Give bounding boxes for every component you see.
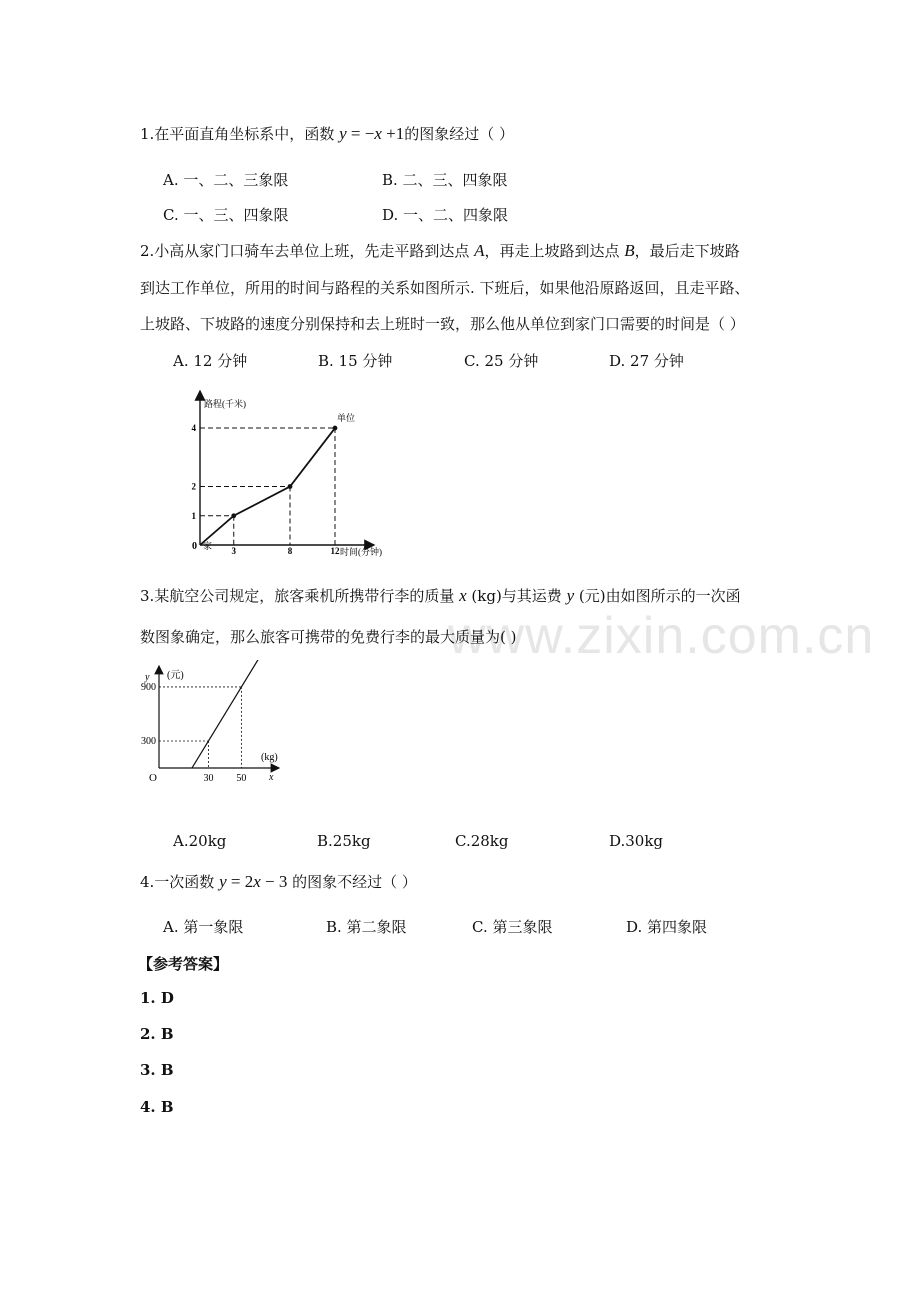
- q1-eq-eq: = −: [346, 124, 375, 143]
- c2-series: [192, 660, 258, 768]
- c1-data-point: [231, 513, 236, 518]
- c2-ticks: [141, 682, 246, 784]
- c2-x-unit-label: (kg): [261, 752, 278, 763]
- c1-end-label: 单位: [337, 413, 356, 424]
- q3-line1-c: (元)由如图所示的一次函: [574, 587, 741, 605]
- q4-option-a: A. 第一象限: [163, 918, 244, 936]
- c2-guides: [159, 687, 241, 768]
- c1-origin-label: 0: [192, 541, 197, 552]
- q2-point-a: A: [474, 241, 485, 260]
- q2-option-c: C. 25 分钟: [464, 352, 539, 370]
- q2-line-3: 上坡路、下坡路的速度分别保持和去上班时一致，那么他从单位到家门口需要的时间是（ ）: [140, 315, 745, 333]
- c2-x-axis-label: x: [269, 772, 274, 783]
- c2-y-unit-label: (元): [167, 670, 184, 681]
- q3-option-c: C.28kg: [455, 832, 509, 850]
- q4-eq-mid: = 2: [226, 872, 254, 891]
- c1-home-label: 家: [203, 541, 213, 551]
- c1-y-tick-label: 4: [191, 423, 196, 434]
- c1-x-axis-label: 时间(分钟): [340, 547, 382, 557]
- watermark: www.zixin.com.cn: [448, 607, 875, 665]
- q3-option-a: A.20kg: [173, 832, 227, 850]
- c1-y-tick-label: 2: [191, 481, 196, 492]
- question-1: [140, 123, 514, 144]
- c1-data-point: [288, 484, 293, 489]
- q4-option-b: B. 第二象限: [326, 918, 407, 936]
- c2-y-tick-label: 900: [141, 681, 156, 693]
- q2-point-b: B: [624, 241, 635, 260]
- q3-line1-b: (kg)与其运费: [466, 587, 567, 605]
- answer-4: 4. B: [140, 1098, 174, 1116]
- q2-line1-c: ，最后走下坡路: [634, 242, 740, 260]
- q1-option-a: A. 一、二、三象限: [163, 171, 289, 189]
- c2-y-axis-label: y: [145, 672, 150, 683]
- c2-y-tick-label: 300: [141, 735, 156, 747]
- q2-option-a: A. 12 分钟: [173, 352, 248, 370]
- q3-option-b: B.25kg: [317, 832, 371, 850]
- q1-eq-x: x: [374, 124, 382, 143]
- q3-option-d: D.30kg: [609, 832, 664, 850]
- c2-x-tick-label: 50: [236, 773, 247, 784]
- q4-eq-rest: − 3: [260, 872, 288, 891]
- q1-eq-y: y: [339, 124, 347, 143]
- answer-3: 3. B: [140, 1061, 174, 1079]
- q2-option-b: B. 15 分钟: [318, 352, 393, 370]
- c1-x-tick-label: 8: [287, 546, 293, 556]
- q3-line-1: [140, 585, 741, 606]
- q1-prefix: 1.在平面直角坐标系中，函数: [140, 125, 340, 143]
- q2-line1-b: ，再走上坡路到达点: [484, 242, 625, 260]
- c2-origin-label: O: [149, 772, 157, 784]
- q3-var-x: x: [459, 586, 467, 605]
- q1-option-d: D. 一、二、四象限: [382, 206, 509, 224]
- c1-x-tick-label: 12: [330, 546, 340, 556]
- q1-option-b: B. 二、三、四象限: [382, 171, 508, 189]
- q1-option-c: C. 一、三、四象限: [163, 206, 289, 224]
- q4-option-c: C. 第三象限: [472, 918, 553, 936]
- q4-eq-x: x: [253, 872, 261, 891]
- q1-eq-rest: +1: [381, 124, 405, 143]
- q4-suffix: 的图象不经过（ ）: [287, 873, 417, 891]
- c1-series: [200, 426, 337, 545]
- distance-time-chart: [170, 385, 400, 570]
- c1-y-axis-label: 路程(千米): [204, 399, 246, 409]
- q2-line-2: 到达工作单位，所用的时间与路程的关系如图所示. 下班后，如果他沿原路返回，且走平路、: [140, 279, 750, 297]
- q4-prefix: 4.一次函数: [140, 873, 220, 891]
- q2-line1-a: 2.小高从家门口骑车去单位上班，先走平路到达点: [140, 242, 475, 260]
- q3-var-y: y: [566, 586, 575, 605]
- answer-1: 1. D: [140, 989, 174, 1007]
- q2-option-d: D. 27 分钟: [609, 352, 684, 370]
- question-4: [140, 871, 417, 892]
- q3-line-2: 数图象确定，那么旅客可携带的免费行李的最大质量为( ): [140, 628, 517, 646]
- c1-y-tick-label: 1: [191, 510, 196, 521]
- c2-x-tick-label: 30: [203, 773, 214, 784]
- q2-line-1: [140, 240, 740, 261]
- q4-option-d: D. 第四象限: [626, 918, 708, 936]
- q4-eq-y: y: [219, 872, 227, 891]
- q1-suffix: 的图象经过（ ）: [404, 125, 514, 143]
- q3-line1-a: 3.某航空公司规定，旅客乘机所携带行李的质量: [140, 587, 460, 605]
- answer-2: 2. B: [140, 1025, 174, 1043]
- c2-series-line: [192, 660, 258, 768]
- answers-title: 【参考答案】: [138, 955, 229, 973]
- c1-ticks: [192, 423, 341, 556]
- c1-data-point: [333, 426, 338, 431]
- freight-cost-chart: [135, 660, 295, 790]
- c1-x-tick-label: 3: [231, 546, 236, 556]
